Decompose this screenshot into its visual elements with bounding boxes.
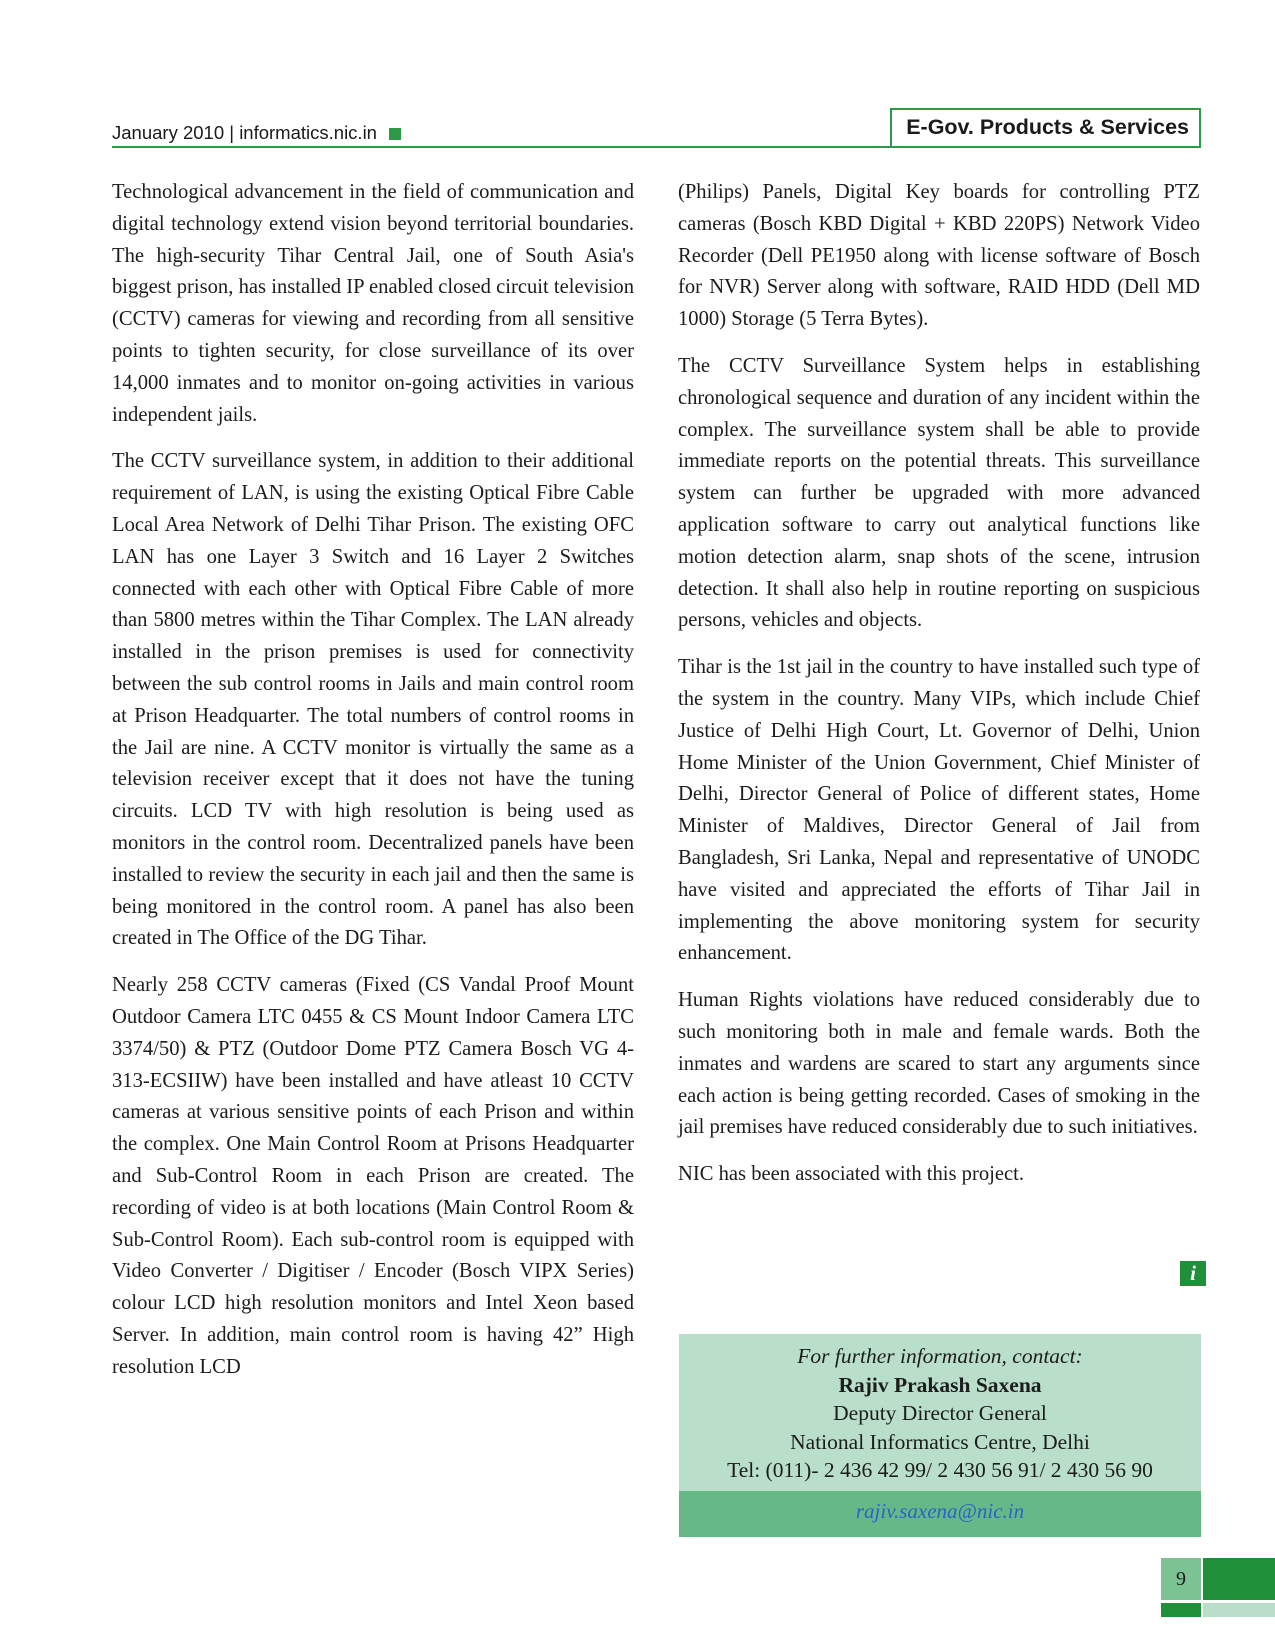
contact-name: Rajiv Prakash Saxena [838,1372,1042,1397]
header-issue-info [112,122,401,144]
paragraph: The CCTV surveillance system, in addition to their additional requirement of LAN, is using the existing Optical Fibre Cable Local Area Network of Delhi Tihar Prison. The existing OFC LAN has one Layer 3 Switch and 16 Layer 2 Switches connected with each other with Optical Fibre Cable of more than 5800 metres within the Tihar Complex. The LAN already installed in the prison premises is used for connectivity between the sub control rooms in Jails and main control room at Prison Headquarter. The total numbers of control rooms in the Jail are nine. A CCTV monitor is virtually the same as a television receiver except that it does not have the tuning circuits. LCD TV with high resolution is being used as monitors in the control room. Decentralized panels have been installed to review the security in each jail and then the same is being monitored in the control room. A panel has also been created in The Office of the DG Tihar. [112,450,634,950]
contact-heading: For further information, contact: [797,1344,1083,1368]
right-column [678,177,1200,1206]
contact-organization: National Informatics Centre, Delhi [790,1429,1090,1454]
page-header [112,108,1201,148]
paragraph: Technological advancement in the field of communication and digital technology extend vision beyond territorial boundaries. The high-security Tihar Central Jail, one of South Asia's biggest prison, has installed IP enabled closed circuit television (CCTV) cameras for viewing and recording from all sensitive points to tighten security, for close surveillance of its over 14,000 inmates and to monitor on-going activities in various independent jails. [112,181,634,426]
paragraph: Human Rights violations have reduced considerably due to such monitoring both in male and female wards. Both the inmates and wardens are scared to start any arguments since each action is being getting recorded. Cases of smoking in the jail premises have reduced considerably due to such initiatives. [678,989,1200,1139]
decor-block [1203,1603,1275,1617]
contact-details [679,1334,1201,1491]
contact-phone: Tel: (011)- 2 436 42 99/ 2 430 56 91/ 2 430 56 90 [727,1458,1153,1482]
paragraph: Nearly 258 CCTV cameras (Fixed (CS Vandal Proof Mount Outdoor Camera LTC 0455 & CS Mount Indoor Camera LTC 3374/50) & PTZ (Outdoor Dome PTZ Camera Bosch VG 4-313-ECSIIW) have been installed and have atleast 10 CCTV cameras at various sensitive points of each Prison and within the complex. One Main Control Room at Prisons Headquarter and Sub-Control Room in each Prison are created. The recording of video is at both locations (Main Control Room & Sub-Control Room). Each sub-control room is equipped with Video Converter / Digitiser / Encoder (Bosch VIPX Series) colour LCD high resolution monitors and Intel Xeon based Server. In addition, main control room is having 42” High resolution LCD [112,974,634,1378]
header-rule [112,146,1201,148]
paragraph: Tihar is the 1st jail in the country to have installed such type of the system in the country. Many VIPs, which include Chief Justice of Delhi High Court, Lt. Governor of Delhi, Union Home Minister of the Union Government, Chief Minister of Delhi, Director General of Police of different states, Home Minister of Maldives, Director General of Jail from Bangladesh, Sri Lanka, Nepal and representative of UNODC have visited and appreciated the efforts of Tihar Jail in implementing the above monitoring system for security enhancement. [678,656,1200,965]
left-column [112,177,634,1398]
contact-designation: Deputy Director General [833,1401,1047,1425]
paragraph: (Philips) Panels, Digital Key boards for controlling PTZ cameras (Bosch KBD Digital + KBD 220PS) Network Video Recorder (Dell PE1950 along with license software of Bosch for NVR) Server along with software, RAID HDD (Dell MD 1000) Storage (5 Terra Bytes). [678,181,1200,331]
page-number: 9 [1176,1568,1186,1590]
section-title: E-Gov. Products & Services [890,108,1201,146]
contact-box [679,1334,1201,1537]
paragraph: NIC has been associated with this project. [678,1163,1025,1186]
header-date-site: January 2010 | informatics.nic.in [112,122,377,143]
paragraph: The CCTV Surveillance System helps in establishing chronological sequence and duration of any incident within the complex. The surveillance system shall be able to provide immediate reports on the potential threats. This surveillance system can further be upgraded with more advanced application software to carry out analytical functions like motion detection alarm, snap shots of the scene, intrusion detection. It shall also help in routine reporting on suspicious persons, vehicles and objects. [678,354,1200,632]
green-square-icon [389,128,401,140]
decor-block [1203,1558,1275,1600]
info-icon: i [1180,1261,1206,1286]
decor-block [1161,1603,1201,1617]
contact-email-link[interactable]: rajiv.saxena@nic.in [679,1491,1201,1537]
